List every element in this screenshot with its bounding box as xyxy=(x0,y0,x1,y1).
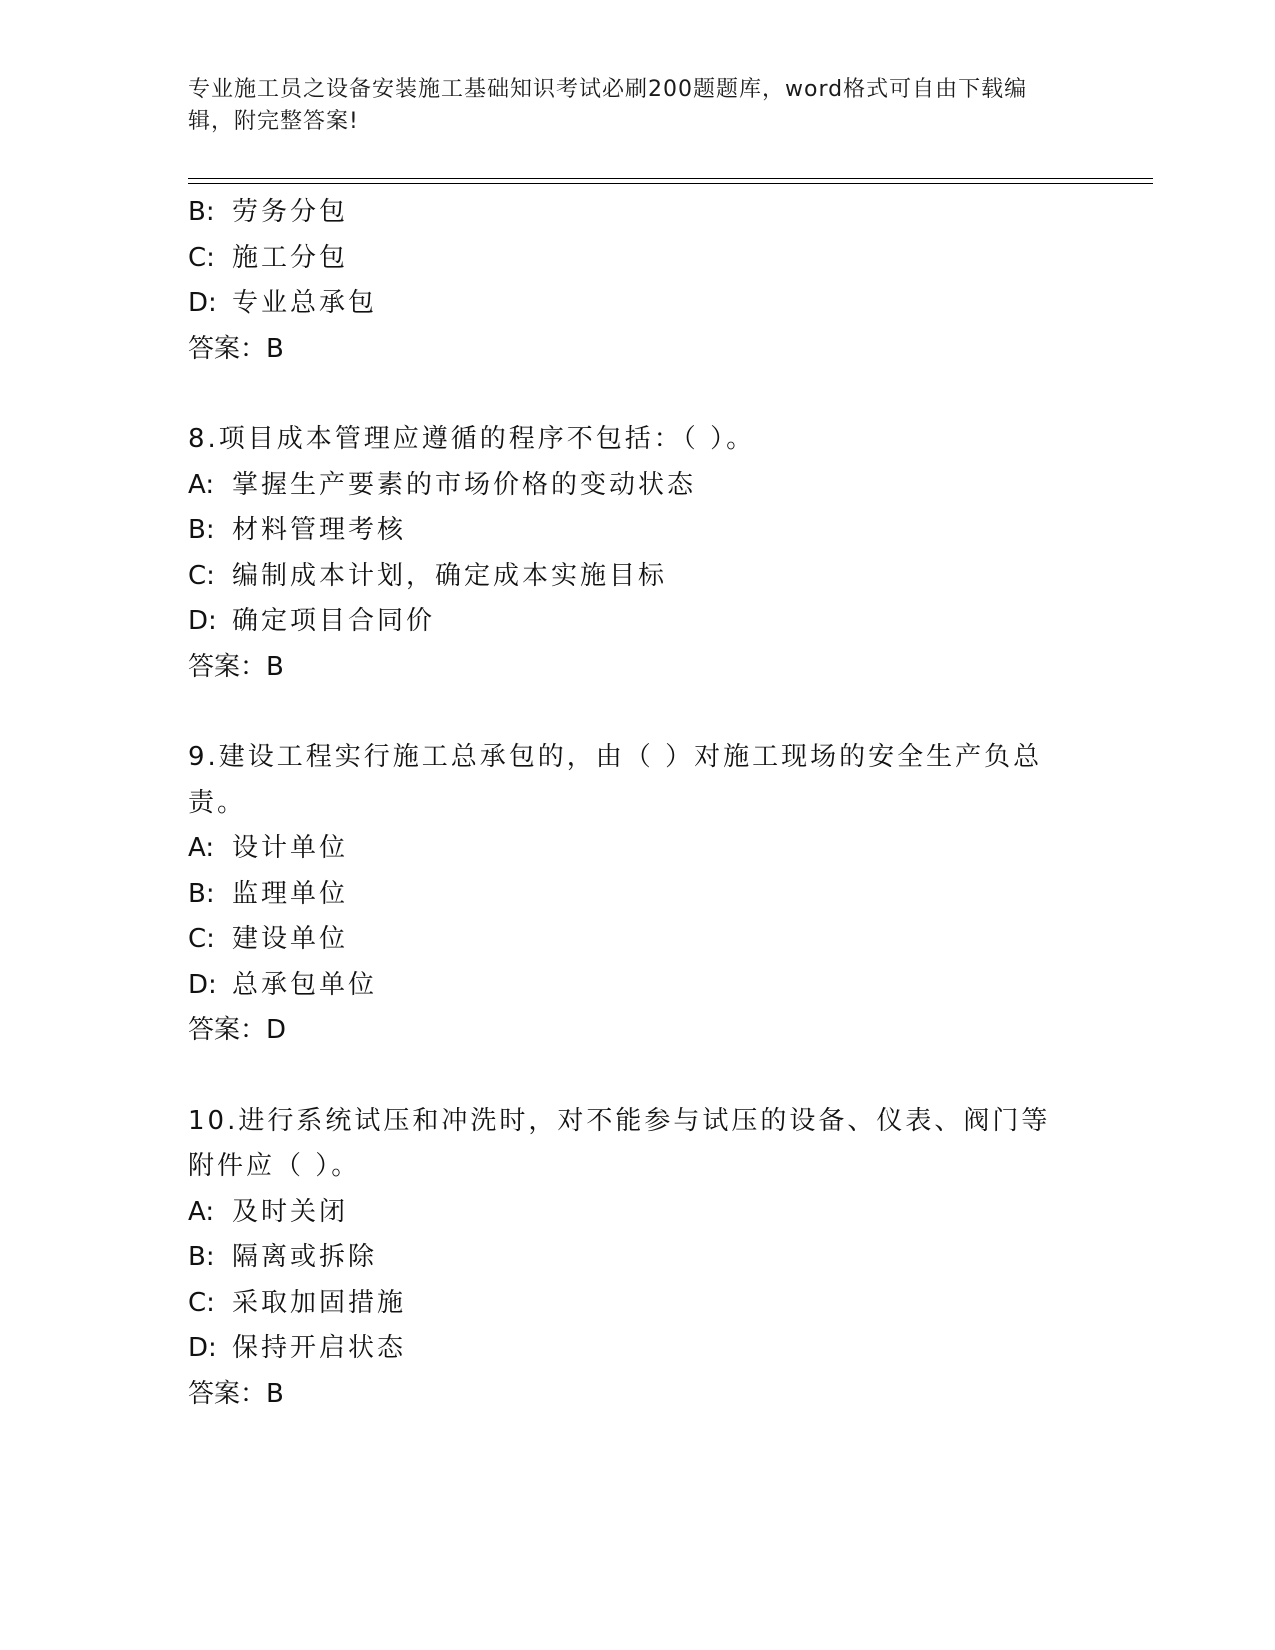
answer-line: 答案：D xyxy=(188,1015,287,1045)
option-text: 监理单位 xyxy=(232,878,349,909)
option-item xyxy=(188,872,1088,918)
option-item xyxy=(188,826,1088,872)
option-text: 采取加固措施 xyxy=(232,1287,407,1318)
question-text: 8.项目成本管理应遵循的程序不包括：（ ）。 xyxy=(188,424,756,454)
option-letter: C: xyxy=(188,560,215,591)
option-item xyxy=(188,1326,1088,1372)
option-item xyxy=(188,463,1088,509)
option-item xyxy=(188,599,1088,645)
option-item xyxy=(188,1235,1088,1281)
option-item xyxy=(188,963,1088,1009)
question-block xyxy=(188,1099,1088,1418)
option-item xyxy=(188,281,1088,327)
option-text: 专业总承包 xyxy=(232,288,378,318)
option-item xyxy=(188,917,1088,963)
option-item xyxy=(188,1190,1088,1236)
option-item xyxy=(188,554,1088,600)
option-item xyxy=(188,1281,1088,1327)
option-text: 材料管理考核 xyxy=(232,515,407,545)
option-text: 掌握生产要素的市场价格的变动状态 xyxy=(232,469,697,500)
option-text: 确定项目合同价 xyxy=(232,606,436,636)
option-letter: D: xyxy=(188,606,217,636)
option-text: 隔离或拆除 xyxy=(232,1242,378,1272)
option-text: 总承包单位 xyxy=(232,969,378,1000)
option-letter: A: xyxy=(188,469,215,500)
option-text: 及时关闭 xyxy=(232,1196,349,1227)
answer-line: 答案：B xyxy=(188,333,284,364)
option-letter: C: xyxy=(188,242,215,273)
option-letter: B: xyxy=(188,878,215,909)
question-text: 10.进行系统试压和冲洗时，对不能参与试压的设备、仪表、阀门等附件应（ ）。 xyxy=(188,1105,1051,1181)
option-letter: B: xyxy=(188,515,215,545)
option-letter: A: xyxy=(188,1196,215,1227)
document-header: 专业施工员之设备安装施工基础知识考试必刷200题题库，word格式可自由下载编辑，附完整答案! xyxy=(188,77,1028,134)
option-text: 劳务分包 xyxy=(232,197,349,227)
option-letter: B: xyxy=(188,1242,215,1272)
document-content xyxy=(188,190,1088,1417)
question-block xyxy=(188,417,1088,690)
option-letter: B: xyxy=(188,197,215,227)
option-letter: D: xyxy=(188,1333,217,1363)
option-item xyxy=(188,508,1088,554)
option-text: 建设单位 xyxy=(232,924,349,954)
option-letter: C: xyxy=(188,924,215,954)
question-text: 9.建设工程实行施工总承包的，由（ ）对施工现场的安全生产负总责。 xyxy=(188,742,1043,818)
header-divider-bottom xyxy=(188,183,1153,184)
option-item xyxy=(188,236,1088,282)
header-divider-top xyxy=(188,178,1153,179)
option-letter: D: xyxy=(188,288,217,318)
answer-line: 答案：B xyxy=(188,1378,284,1409)
carryover-block xyxy=(188,190,1088,372)
option-letter: C: xyxy=(188,1287,215,1318)
option-letter: D: xyxy=(188,969,217,1000)
option-text: 保持开启状态 xyxy=(232,1333,407,1363)
answer-line: 答案：B xyxy=(188,651,284,682)
option-text: 施工分包 xyxy=(232,242,349,273)
option-text: 设计单位 xyxy=(232,833,349,863)
option-text: 编制成本计划，确定成本实施目标 xyxy=(232,560,668,591)
option-letter: A: xyxy=(188,833,215,863)
option-item xyxy=(188,190,1088,236)
question-block xyxy=(188,735,1088,1054)
